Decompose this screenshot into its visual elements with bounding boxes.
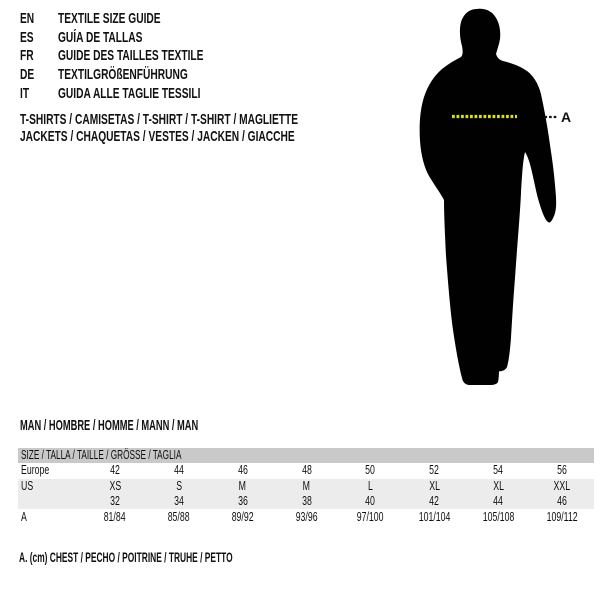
language-title: TEXTILGRÖßENFÜHRUNG <box>58 66 188 84</box>
table-header-text: SIZE / TALLA / TAILLE / GRÖSSE / TAGLIA <box>21 448 182 462</box>
language-title: TEXTILE SIZE GUIDE <box>58 10 161 27</box>
language-code: EN <box>20 10 35 27</box>
language-code: FR <box>20 47 34 65</box>
size-cell: XL <box>428 478 440 493</box>
measurement-a-label: A <box>561 109 572 125</box>
size-cell: L <box>367 478 373 493</box>
language-code: DE <box>20 66 35 84</box>
size-cell: M <box>302 478 311 493</box>
row-label: A <box>21 509 27 524</box>
size-cell: 32 <box>110 493 120 508</box>
man-silhouette-shape <box>420 9 557 385</box>
size-cell: 42 <box>110 463 120 477</box>
size-cell: 40 <box>365 493 376 508</box>
language-title: GUÍA DE TALLAS <box>58 28 143 46</box>
language-title: GUIDE DES TAILLES TEXTILE <box>58 47 204 65</box>
size-cell: 93/96 <box>295 509 318 524</box>
table-row-chest <box>18 509 594 525</box>
size-cell: 46 <box>237 463 248 477</box>
size-cell: 50 <box>365 463 376 477</box>
size-cell: 44 <box>173 463 184 477</box>
size-cell: 48 <box>301 463 312 477</box>
row-label: Europe <box>21 463 50 477</box>
size-cell: XL <box>492 478 504 493</box>
size-cell: 34 <box>173 493 184 508</box>
size-cell: M <box>239 478 247 493</box>
garment-line-jackets: JACKETS / CHAQUETAS / VESTES / JACKEN / GIACCHE <box>20 128 295 145</box>
size-cell: 42 <box>429 493 440 508</box>
size-cell: XXL <box>553 478 571 493</box>
size-cell: 36 <box>237 493 248 508</box>
size-cell: 38 <box>301 493 312 508</box>
row-label: US <box>21 478 34 493</box>
table-header-row <box>18 448 594 463</box>
table-row-europe <box>18 463 594 479</box>
size-cell: 97/100 <box>357 509 384 524</box>
size-cell: 105/108 <box>482 509 515 524</box>
measurement-footnote <box>19 549 375 565</box>
language-code: IT <box>20 84 30 102</box>
table-row-us-numeric <box>18 494 594 509</box>
measurement-footnote-text: A. (cm) CHEST / PECHO / POITRINE / TRUHE / PETTO <box>19 549 233 565</box>
size-cell: 109/112 <box>546 509 578 524</box>
size-table <box>18 448 594 525</box>
size-cell: 54 <box>493 463 504 477</box>
language-title: GUIDA ALLE TAGLIE TESSILI <box>58 84 201 102</box>
size-cell: XS <box>109 478 121 493</box>
garment-line-tshirts: T-SHIRTS / CAMISETAS / T-SHIRT / T-SHIRT / MAGLIETTE <box>20 111 299 128</box>
language-code: ES <box>20 28 34 46</box>
size-cell: 85/88 <box>167 509 190 524</box>
section-title-man <box>20 418 307 434</box>
size-cell: 52 <box>429 463 440 477</box>
size-cell: 46 <box>557 493 567 508</box>
size-cell: 44 <box>493 493 504 508</box>
section-title-text: MAN / HOMBRE / HOMME / MANN / MAN <box>20 417 199 434</box>
table-row-us <box>18 479 594 494</box>
size-cell: 81/84 <box>103 509 126 524</box>
size-cell: 89/92 <box>231 509 254 524</box>
size-cell: 101/104 <box>418 509 451 524</box>
size-cell: S <box>175 478 182 493</box>
size-cell: 56 <box>557 463 567 477</box>
